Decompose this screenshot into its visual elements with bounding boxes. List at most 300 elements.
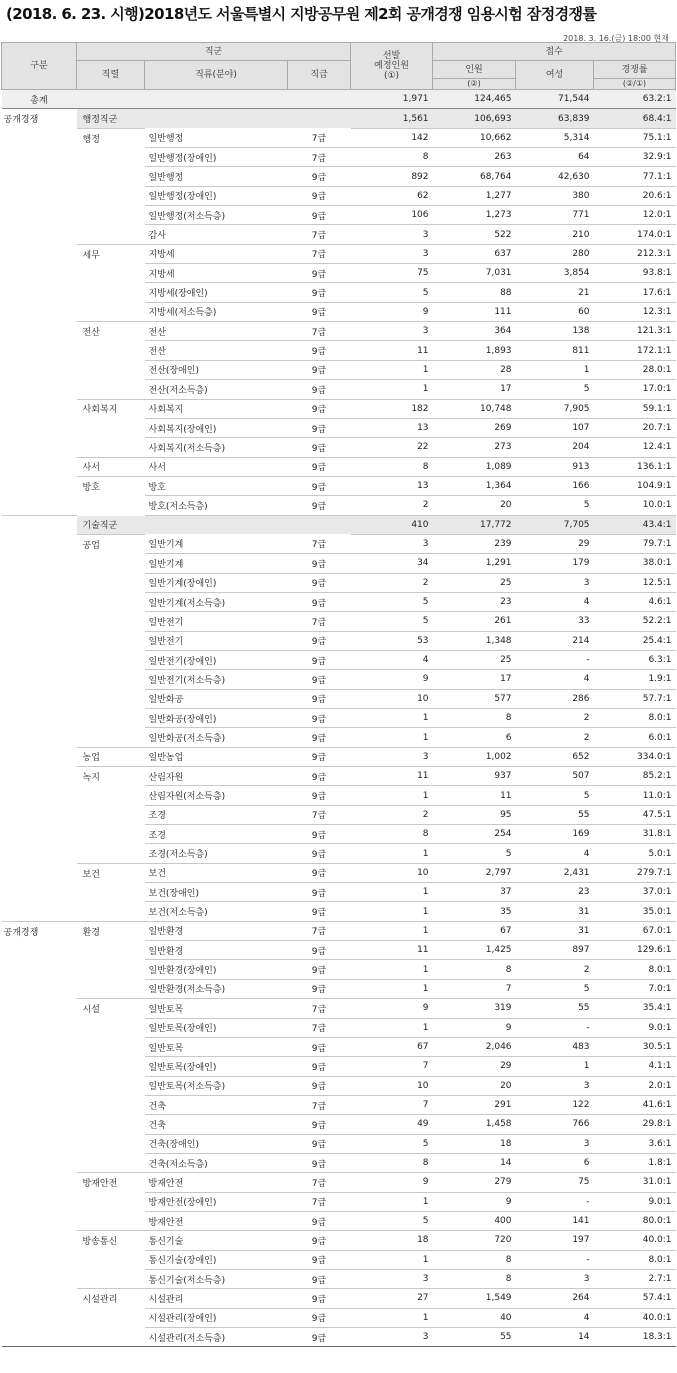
- women-cell: 3,854: [516, 264, 594, 283]
- series-cell: [77, 496, 145, 515]
- plan-cell: 1: [351, 1250, 433, 1269]
- women-cell: 5: [516, 786, 594, 805]
- type-cell: 시설관리(저소득층): [145, 1328, 288, 1347]
- grade-cell: 7급: [288, 1018, 351, 1037]
- applicants-cell: 5: [433, 844, 516, 863]
- group-cell: [2, 1153, 77, 1172]
- type-cell: 보건(저소득층): [145, 902, 288, 921]
- type-cell: 일반토목: [145, 1037, 288, 1056]
- applicants-cell: 7,031: [433, 264, 516, 283]
- applicants-cell: 95: [433, 805, 516, 824]
- women-cell: 141: [516, 1211, 594, 1230]
- series-cell: [77, 1057, 145, 1076]
- series-cell: 환경: [77, 921, 145, 940]
- table-row: [2, 670, 676, 689]
- type-cell: 건축(장애인): [145, 1134, 288, 1153]
- subtotal-ratio: 68.4:1: [594, 109, 676, 128]
- grade-cell: 9급: [288, 496, 351, 515]
- subtotal-applicants: 106,693: [433, 109, 516, 128]
- group-cell: [2, 476, 77, 495]
- group-cell: [2, 1173, 77, 1192]
- type-cell: 건축: [145, 1115, 288, 1134]
- series-cell: [77, 1153, 145, 1172]
- ratio-cell: 121.3:1: [594, 322, 676, 341]
- table-row: [2, 941, 676, 960]
- subtotal-women: 7,705: [516, 515, 594, 534]
- applicants-cell: 8: [433, 1250, 516, 1269]
- plan-cell: 106: [351, 206, 433, 225]
- women-cell: 2: [516, 960, 594, 979]
- ratio-cell: 5.0:1: [594, 844, 676, 863]
- plan-cell: 9: [351, 670, 433, 689]
- applicants-cell: 20: [433, 1076, 516, 1095]
- table-row: [2, 592, 676, 611]
- series-cell: [77, 341, 145, 360]
- type-cell: 사회복지(저소득층): [145, 438, 288, 457]
- series-cell: [77, 264, 145, 283]
- ratio-cell: 77.1:1: [594, 167, 676, 186]
- group-cell: [2, 650, 77, 669]
- series-cell: 사회복지: [77, 399, 145, 418]
- subtotal-row: [2, 109, 676, 128]
- women-cell: 1: [516, 1057, 594, 1076]
- type-cell: 사서: [145, 457, 288, 476]
- plan-cell: 27: [351, 1289, 433, 1308]
- applicants-cell: 273: [433, 438, 516, 457]
- series-cell: [77, 225, 145, 244]
- series-cell: 행정: [77, 128, 145, 147]
- grade-cell: 7급: [288, 805, 351, 824]
- plan-cell: 892: [351, 167, 433, 186]
- series-cell: [77, 302, 145, 321]
- applicants-cell: 1,277: [433, 186, 516, 205]
- grade-cell: 9급: [288, 592, 351, 611]
- plan-cell: 53: [351, 631, 433, 650]
- series-cell: [77, 1018, 145, 1037]
- type-cell: 시설관리(장애인): [145, 1308, 288, 1327]
- grade-cell: 7급: [288, 322, 351, 341]
- grade-cell: 9급: [288, 457, 351, 476]
- type-cell: 전산(저소득층): [145, 380, 288, 399]
- women-cell: 897: [516, 941, 594, 960]
- grade-cell: 9급: [288, 1250, 351, 1269]
- table-row: [2, 496, 676, 515]
- applicants-cell: 10,662: [433, 128, 516, 147]
- type-cell: 일반전기: [145, 612, 288, 631]
- applicants-cell: 25: [433, 650, 516, 669]
- group-cell: [2, 360, 77, 379]
- group-cell: [2, 1115, 77, 1134]
- type-cell: 일반화공(저소득층): [145, 728, 288, 747]
- women-cell: 2: [516, 728, 594, 747]
- grade-cell: 9급: [288, 399, 351, 418]
- plan-cell: 5: [351, 1211, 433, 1230]
- women-cell: 23: [516, 883, 594, 902]
- group-cell: [2, 1211, 77, 1230]
- applicants-cell: 40: [433, 1308, 516, 1327]
- group-cell: [2, 264, 77, 283]
- total-row: [2, 90, 676, 109]
- women-cell: 5,314: [516, 128, 594, 147]
- ratio-cell: 3.6:1: [594, 1134, 676, 1153]
- applicants-cell: 14: [433, 1153, 516, 1172]
- applicants-cell: 1,458: [433, 1115, 516, 1134]
- subtotal-plan: 410: [351, 515, 433, 534]
- series-cell: [77, 1211, 145, 1230]
- applicants-cell: 937: [433, 767, 516, 786]
- series-cell: [77, 728, 145, 747]
- applicants-cell: 9: [433, 1018, 516, 1037]
- women-cell: 280: [516, 244, 594, 263]
- group-cell: [2, 457, 77, 476]
- grade-cell: 9급: [288, 380, 351, 399]
- group-cell: [2, 631, 77, 650]
- header-yeoseong: 여성: [516, 61, 594, 90]
- series-cell: [77, 844, 145, 863]
- series-cell: [77, 283, 145, 302]
- grade-cell: 7급: [288, 921, 351, 940]
- table-row: [2, 302, 676, 321]
- type-cell: 일반전기: [145, 631, 288, 650]
- ratio-cell: 57.7:1: [594, 689, 676, 708]
- ratio-cell: 12.0:1: [594, 206, 676, 225]
- women-cell: 811: [516, 341, 594, 360]
- ratio-cell: 1.8:1: [594, 1153, 676, 1172]
- applicants-cell: 88: [433, 283, 516, 302]
- header-seonbal-line3: (①): [383, 71, 400, 81]
- ratio-cell: 18.3:1: [594, 1328, 676, 1347]
- series-cell: [77, 186, 145, 205]
- women-cell: 766: [516, 1115, 594, 1134]
- applicants-cell: 1,089: [433, 457, 516, 476]
- series-cell: [77, 1269, 145, 1288]
- ratio-cell: 38.0:1: [594, 554, 676, 573]
- ratio-cell: 40.0:1: [594, 1231, 676, 1250]
- plan-cell: 3: [351, 225, 433, 244]
- applicants-cell: 637: [433, 244, 516, 263]
- table-row: [2, 128, 676, 147]
- grade-cell: 9급: [288, 554, 351, 573]
- grade-cell: 7급: [288, 1192, 351, 1211]
- ratio-cell: 2.0:1: [594, 1076, 676, 1095]
- table-row: [2, 476, 676, 495]
- women-cell: 107: [516, 418, 594, 437]
- women-cell: 122: [516, 1095, 594, 1114]
- applicants-cell: 67: [433, 921, 516, 940]
- table-row: [2, 709, 676, 728]
- plan-cell: 18: [351, 1231, 433, 1250]
- plan-cell: 3: [351, 244, 433, 263]
- women-cell: 4: [516, 844, 594, 863]
- women-cell: 33: [516, 612, 594, 631]
- series-cell: 녹지: [77, 767, 145, 786]
- plan-cell: 7: [351, 1095, 433, 1114]
- group-cell: [2, 322, 77, 341]
- group-cell: [2, 1269, 77, 1288]
- table-row: [2, 1289, 676, 1308]
- applicants-cell: 364: [433, 322, 516, 341]
- table-row: [2, 767, 676, 786]
- series-cell: 공업: [77, 534, 145, 553]
- applicants-cell: 239: [433, 534, 516, 553]
- grade-cell: 9급: [288, 709, 351, 728]
- plan-cell: 1: [351, 902, 433, 921]
- table-row: [2, 206, 676, 225]
- group-cell: [2, 767, 77, 786]
- plan-cell: 13: [351, 476, 433, 495]
- applicants-cell: 35: [433, 902, 516, 921]
- header-jikgun: 직군: [77, 43, 351, 61]
- plan-cell: 2: [351, 573, 433, 592]
- ratio-cell: 52.2:1: [594, 612, 676, 631]
- plan-cell: 8: [351, 457, 433, 476]
- group-cell: [2, 902, 77, 921]
- series-cell: [77, 805, 145, 824]
- women-cell: 5: [516, 380, 594, 399]
- women-cell: 652: [516, 747, 594, 766]
- type-cell: 일반토목(장애인): [145, 1057, 288, 1076]
- table-row: [2, 883, 676, 902]
- series-cell: [77, 573, 145, 592]
- plan-cell: 75: [351, 264, 433, 283]
- ratio-cell: 17.6:1: [594, 283, 676, 302]
- women-cell: 5: [516, 979, 594, 998]
- women-cell: 4: [516, 592, 594, 611]
- women-cell: 42,630: [516, 167, 594, 186]
- group-cell: [2, 1289, 77, 1308]
- table-row: [2, 863, 676, 882]
- grade-cell: 9급: [288, 186, 351, 205]
- plan-cell: 10: [351, 689, 433, 708]
- type-cell: 건축(저소득층): [145, 1153, 288, 1172]
- group-cell: [2, 206, 77, 225]
- type-cell: 일반기계: [145, 554, 288, 573]
- type-cell: 일반행정(장애인): [145, 186, 288, 205]
- header-seonbal-line1: 선발: [382, 51, 401, 61]
- table-row: [2, 1018, 676, 1037]
- grade-cell: 9급: [288, 1134, 351, 1153]
- applicants-cell: 28: [433, 360, 516, 379]
- series-cell: 시설관리: [77, 1289, 145, 1308]
- applicants-cell: 6: [433, 728, 516, 747]
- subtotal-row: [2, 515, 676, 534]
- group-cell: [2, 709, 77, 728]
- ratio-cell: 93.8:1: [594, 264, 676, 283]
- plan-cell: 49: [351, 1115, 433, 1134]
- grade-cell: 9급: [288, 825, 351, 844]
- grade-cell: 9급: [288, 573, 351, 592]
- table-row: [2, 1250, 676, 1269]
- ratio-cell: 28.0:1: [594, 360, 676, 379]
- applicants-cell: 1,002: [433, 747, 516, 766]
- women-cell: 286: [516, 689, 594, 708]
- group-cell: [2, 380, 77, 399]
- table-row: [2, 960, 676, 979]
- group-cell: [2, 612, 77, 631]
- grade-cell: 9급: [288, 631, 351, 650]
- type-cell: 일반화공: [145, 689, 288, 708]
- applicants-cell: 111: [433, 302, 516, 321]
- plan-cell: 2: [351, 496, 433, 515]
- series-cell: [77, 360, 145, 379]
- type-cell: 일반기계: [145, 534, 288, 553]
- page-title: (2018. 6. 23. 시행)2018년도 서울특별시 지방공무원 제2회 공개경쟁 임용시험 잠정경쟁률: [6, 5, 597, 23]
- table-row: [2, 341, 676, 360]
- table-row: [2, 1231, 676, 1250]
- women-cell: 380: [516, 186, 594, 205]
- ratio-cell: 30.5:1: [594, 1037, 676, 1056]
- grade-cell: 9급: [288, 1211, 351, 1230]
- ratio-cell: 6.3:1: [594, 650, 676, 669]
- grade-cell: 9급: [288, 264, 351, 283]
- women-cell: 169: [516, 825, 594, 844]
- plan-cell: 22: [351, 438, 433, 457]
- group-cell: [2, 825, 77, 844]
- table-row: [2, 1115, 676, 1134]
- group-label: [2, 515, 77, 534]
- plan-cell: 9: [351, 999, 433, 1018]
- grade-cell: 9급: [288, 979, 351, 998]
- type-cell: 일반화공(장애인): [145, 709, 288, 728]
- group-cell: [2, 941, 77, 960]
- plan-cell: 3: [351, 534, 433, 553]
- type-cell: 사회복지: [145, 399, 288, 418]
- series-cell: [77, 689, 145, 708]
- grade-cell: 9급: [288, 341, 351, 360]
- plan-cell: 142: [351, 128, 433, 147]
- plan-cell: 1: [351, 883, 433, 902]
- table-row: [2, 167, 676, 186]
- type-cell: 일반환경: [145, 921, 288, 940]
- series-cell: 방재안전: [77, 1173, 145, 1192]
- grade-cell: 9급: [288, 302, 351, 321]
- applicants-cell: 20: [433, 496, 516, 515]
- women-cell: 29: [516, 534, 594, 553]
- series-cell: [77, 1192, 145, 1211]
- plan-cell: 7: [351, 1057, 433, 1076]
- women-cell: 1: [516, 360, 594, 379]
- series-cell: [77, 825, 145, 844]
- ratio-cell: 11.0:1: [594, 786, 676, 805]
- grade-cell: 9급: [288, 883, 351, 902]
- group-cell: [2, 786, 77, 805]
- applicants-cell: 1,348: [433, 631, 516, 650]
- women-cell: 2: [516, 709, 594, 728]
- series-cell: 농업: [77, 747, 145, 766]
- applicants-cell: 9: [433, 1192, 516, 1211]
- group-cell: [2, 1250, 77, 1269]
- table-row: [2, 225, 676, 244]
- table-row: [2, 457, 676, 476]
- grade-cell: 7급: [288, 534, 351, 553]
- applicants-cell: 1,273: [433, 206, 516, 225]
- table-row: [2, 554, 676, 573]
- series-cell: [77, 670, 145, 689]
- plan-cell: 1: [351, 979, 433, 998]
- table-row: [2, 573, 676, 592]
- table-row: [2, 148, 676, 167]
- plan-cell: 11: [351, 767, 433, 786]
- table-row: [2, 999, 676, 1018]
- table-row: [2, 399, 676, 418]
- ratio-cell: 29.8:1: [594, 1115, 676, 1134]
- series-cell: [77, 1115, 145, 1134]
- group-cell: [2, 496, 77, 515]
- plan-cell: 1: [351, 709, 433, 728]
- applicants-cell: 1,549: [433, 1289, 516, 1308]
- women-cell: 7,905: [516, 399, 594, 418]
- series-cell: [77, 979, 145, 998]
- type-cell: 조경(저소득층): [145, 844, 288, 863]
- table-row: [2, 1328, 676, 1347]
- type-cell: 일반전기(저소득층): [145, 670, 288, 689]
- applicants-cell: 17: [433, 380, 516, 399]
- women-cell: 507: [516, 767, 594, 786]
- ratio-cell: 80.0:1: [594, 1211, 676, 1230]
- grade-cell: 9급: [288, 206, 351, 225]
- type-cell: 방재안전: [145, 1211, 288, 1230]
- header-gyeongjaeng-sub: (②/①): [594, 79, 676, 90]
- table-row: [2, 244, 676, 263]
- applicants-cell: 55: [433, 1328, 516, 1347]
- plan-cell: 8: [351, 825, 433, 844]
- ratio-cell: 47.5:1: [594, 805, 676, 824]
- applicants-cell: 279: [433, 1173, 516, 1192]
- women-cell: 64: [516, 148, 594, 167]
- ratio-cell: 136.1:1: [594, 457, 676, 476]
- ratio-cell: 104.9:1: [594, 476, 676, 495]
- grade-cell: 7급: [288, 1173, 351, 1192]
- table-row: [2, 322, 676, 341]
- women-cell: 138: [516, 322, 594, 341]
- women-cell: 771: [516, 206, 594, 225]
- grade-cell: 9급: [288, 438, 351, 457]
- grade-cell: 9급: [288, 1115, 351, 1134]
- group-label: 공개경쟁: [2, 921, 77, 940]
- series-cell: [77, 941, 145, 960]
- ratio-cell: 334.0:1: [594, 747, 676, 766]
- plan-cell: 1: [351, 1018, 433, 1037]
- type-cell: 지방세: [145, 264, 288, 283]
- applicants-cell: 10,748: [433, 399, 516, 418]
- applicants-cell: 2,046: [433, 1037, 516, 1056]
- grade-cell: 9급: [288, 902, 351, 921]
- ratio-cell: 67.0:1: [594, 921, 676, 940]
- grade-cell: 9급: [288, 960, 351, 979]
- series-cell: [77, 650, 145, 669]
- grade-cell: 7급: [288, 612, 351, 631]
- ratio-cell: 4.6:1: [594, 592, 676, 611]
- applicants-cell: 577: [433, 689, 516, 708]
- plan-cell: 1: [351, 786, 433, 805]
- type-cell: 방호(저소득층): [145, 496, 288, 515]
- grade-cell: 9급: [288, 786, 351, 805]
- table-row: [2, 1095, 676, 1114]
- table-row: [2, 921, 676, 940]
- women-cell: 913: [516, 457, 594, 476]
- plan-cell: 5: [351, 592, 433, 611]
- group-cell: [2, 244, 77, 263]
- grade-cell: 9급: [288, 283, 351, 302]
- grade-cell: 9급: [288, 747, 351, 766]
- group-label: 공개경쟁: [2, 109, 77, 128]
- group-cell: [2, 1328, 77, 1347]
- type-cell: 시설관리: [145, 1289, 288, 1308]
- group-cell: [2, 747, 77, 766]
- total-applicants: 124,465: [433, 90, 516, 109]
- plan-cell: 2: [351, 805, 433, 824]
- table-row: [2, 438, 676, 457]
